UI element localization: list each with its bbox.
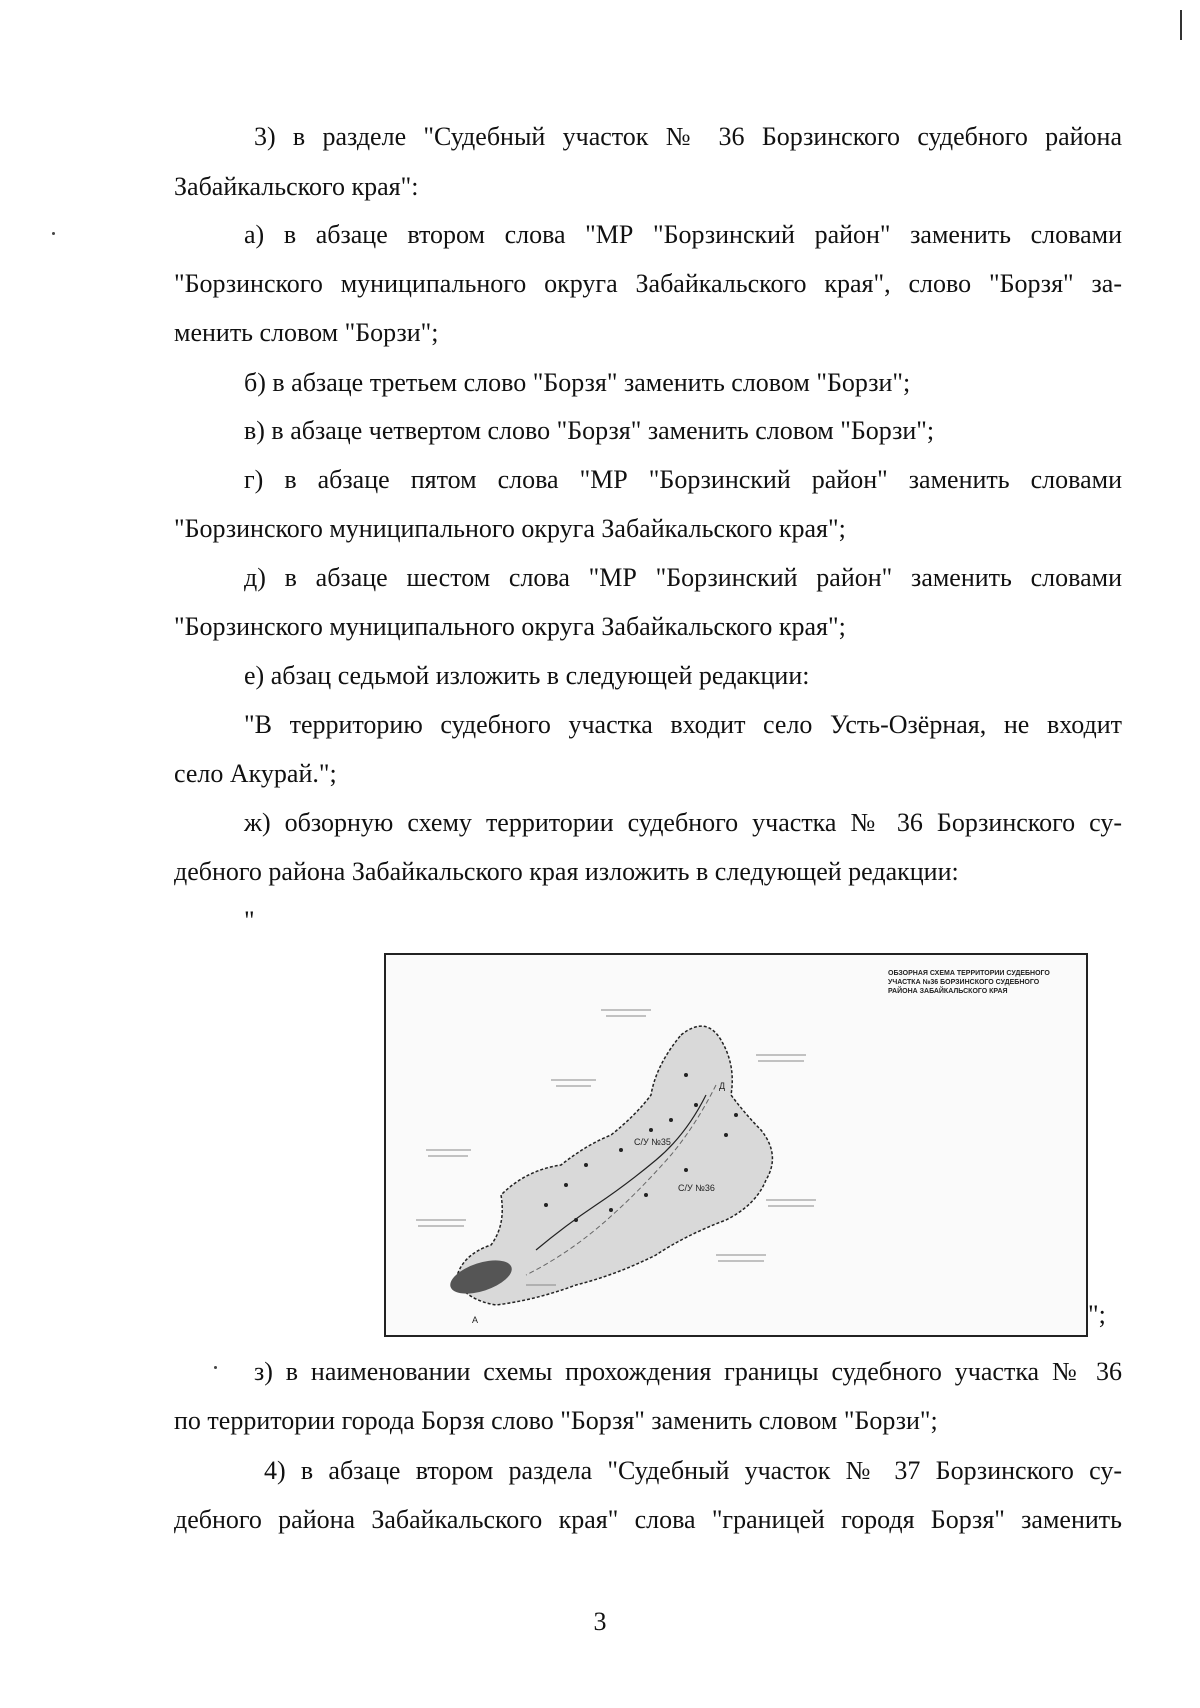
scan-artifact-mark: [1180, 10, 1182, 40]
map-drawing: [386, 955, 1086, 1335]
para-z-line-2: по территории города Борзя слово "Борзя" заменить словом "Борзи";: [174, 1406, 938, 1435]
para-zh-line-2: дебного района Забайкальского края изложить в следующей редакции:: [174, 857, 959, 886]
para-g-line-1: г) в абзаце пятом слова "МР "Борзинский район" заменить словами: [244, 465, 1122, 494]
para-3-line-2: Забайкальского края":: [174, 172, 419, 201]
map-label-a: А: [472, 1315, 479, 1325]
para-z-line-1: з) в наименовании схемы прохождения границы судебного участка № 36: [254, 1357, 1122, 1386]
para-g-line-2: "Борзинского муниципального округа Забайкальского края";: [174, 514, 846, 543]
map-title: ОБЗОРНАЯ СХЕМА ТЕРРИТОРИИ СУДЕБНОГО УЧАСТКА №36 БОРЗИНСКОГО СУДЕБНОГО РАЙОНА ЗАБАЙКАЛЬСКОГО КРАЯ: [888, 970, 1050, 995]
para-a-line-2: "Борзинского муниципального округа Забайкальского края", слово "Борзя" за-: [174, 269, 1122, 298]
para-a-line-1: а) в абзаце втором слова "МР "Борзинский район" заменить словами: [244, 220, 1122, 249]
para-a-line-3: менить словом "Борзи";: [174, 318, 439, 347]
para-4-line-2: дебного района Забайкальского края" слова "границей городя Борзя" заменить: [174, 1505, 1122, 1534]
map-label-su36: С/У №36: [678, 1183, 715, 1193]
para-e-quote-line-1: "В территорию судебного участка входит село Усть-Озёрная, не входит: [244, 710, 1122, 739]
scan-speck: [52, 232, 55, 235]
closing-quote-mark: ";: [1088, 1300, 1106, 1329]
para-3-line-1: 3) в разделе "Судебный участок № 36 Борзинского судебного района: [254, 122, 1122, 151]
para-b-line-1: б) в абзаце третьем слово "Борзя" заменить словом "Борзи";: [244, 368, 911, 397]
para-zh-line-1: ж) обзорную схему территории судебного участка № 36 Борзинского су-: [244, 808, 1122, 837]
para-d-line-2: "Борзинского муниципального округа Забайкальского края";: [174, 612, 846, 641]
para-v-line-1: в) в абзаце четвертом слово "Борзя" заменить словом "Борзи";: [244, 416, 935, 445]
opening-quote-mark: ": [244, 906, 255, 935]
map-label-su35: С/У №35: [634, 1137, 671, 1147]
map-label-d: Д: [719, 1081, 726, 1091]
para-e-line-1: е) абзац седьмой изложить в следующей редакции:: [244, 661, 810, 690]
overview-map: [384, 953, 1088, 1337]
page-number: 3: [593, 1607, 607, 1636]
para-e-quote-line-2: село Акурай.";: [174, 759, 337, 788]
para-4-line-1: 4) в абзаце втором раздела "Судебный участок № 37 Борзинского су-: [264, 1456, 1122, 1485]
scan-speck: [214, 1366, 217, 1369]
para-d-line-1: д) в абзаце шестом слова "МР "Борзинский район" заменить словами: [244, 563, 1122, 592]
